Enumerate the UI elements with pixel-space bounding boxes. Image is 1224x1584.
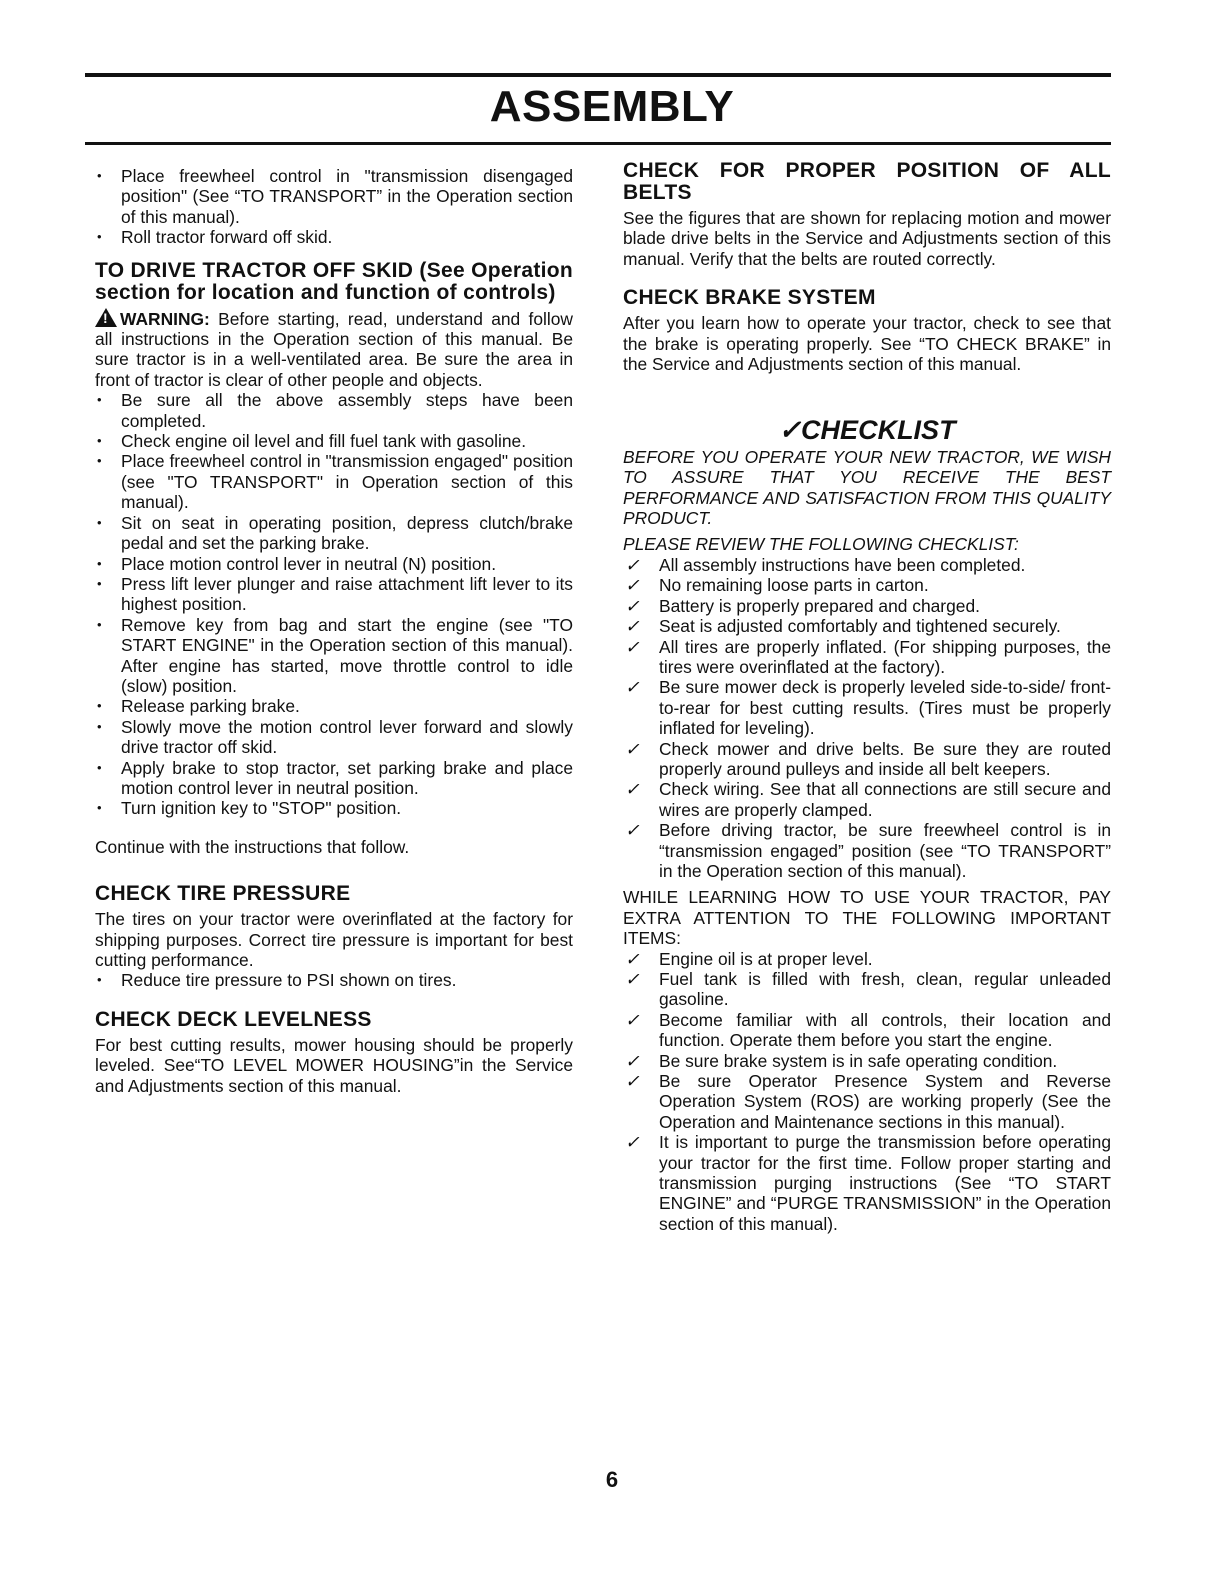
check-mark-icon: ✓ <box>625 636 640 657</box>
item-text: Apply brake to stop tractor, set parking brake and place motion control lever in neutral position. <box>121 757 573 798</box>
belts-text: See the figures that are shown for replacing motion and mower blade drive belts in the Service and Adjustments section of this manual. Verify that the belts are routed correctly. <box>623 208 1111 269</box>
checklist-title: ✓CHECKLIST <box>778 415 956 446</box>
check-mark-icon: ✓ <box>625 616 640 637</box>
checklist-item <box>623 637 1111 678</box>
bullet-item <box>95 431 573 451</box>
check-mark-icon: ✓ <box>625 738 640 759</box>
check-mark-icon: ✓ <box>625 948 640 969</box>
check-mark-icon: ✓ <box>625 595 640 616</box>
checklist-item <box>623 1071 1111 1132</box>
warning-text: Before starting, read, understand and follow all instructions in the Operation section of this manual. Be sure tractor is in a well-ventilated area. Be sure the area in front of tractor is clear of other people and objects. <box>95 308 573 390</box>
tire-heading: CHECK TIRE PRESSURE <box>95 882 351 906</box>
item-text: Seat is adjusted comfortably and tightened securely. <box>659 616 1061 637</box>
checklist-item <box>623 575 1111 595</box>
item-text: Slowly move the motion control lever forward and slowly drive tractor off skid. <box>121 716 573 758</box>
checklist-review: PLEASE REVIEW THE FOLLOWING CHECKLIST: <box>623 534 1019 555</box>
check-mark-icon: ✓ <box>625 969 640 989</box>
check-mark-icon: ✓ <box>625 1009 640 1030</box>
bullet-item <box>95 166 573 227</box>
item-text: Fuel tank is filled with fresh, clean, regular unleaded gasoline. <box>659 969 1111 1010</box>
checklist-item <box>623 969 1111 1010</box>
checklist-intro: BEFORE YOU OPERATE YOUR NEW TRACTOR, WE WISH TO ASSURE THAT YOU RECEIVE THE BEST PERFORMANCE AND SATISFACTION FROM THIS QUALITY PRODUCT. <box>623 446 1111 529</box>
warning-paragraph <box>95 308 573 391</box>
bullet-item <box>95 451 573 512</box>
bullet-item <box>95 390 573 431</box>
checklist-item <box>623 820 1111 881</box>
bullet-item <box>95 227 573 247</box>
checklist-item <box>623 555 1111 575</box>
bullet-item <box>95 554 573 574</box>
deck-text: For best cutting results, mower housing should be properly leveled. See“TO LEVEL MOWER HOUSING”in the Service and Adjustments section of this manual. <box>95 1034 573 1096</box>
check-mark-icon: ✓ <box>625 575 640 596</box>
learning-items <box>623 949 1111 1235</box>
drive-bullets <box>95 390 573 819</box>
checklist-item <box>623 596 1111 616</box>
bullet-item <box>95 798 573 818</box>
bullet-item <box>95 758 573 799</box>
top-rule <box>85 73 1111 77</box>
check-mark-icon: ✓ <box>625 1071 640 1092</box>
item-text: All assembly instructions have been completed. <box>659 554 1026 575</box>
item-text: Remove key from bag and start the engine (see "TO START ENGINE" in the Operation section of this manual). After engine has started, move throttle control to idle (slow) position. <box>121 614 573 696</box>
brake-text: After you learn how to operate your tractor, check to see that the brake is operating properly. See “TO CHECK BRAKE” in the Service and Adjustments section of this manual. <box>623 313 1111 375</box>
checklist-items <box>623 555 1111 882</box>
bullet-item <box>95 574 573 615</box>
belts-heading: CHECK FOR PROPER POSITION OF ALL BELTS <box>623 159 1111 204</box>
item-text: Be sure Operator Presence System and Reverse Operation System (ROS) are working properly (See the Operation and Maintenance sections in this manual). <box>659 1071 1111 1132</box>
checklist-item <box>623 616 1111 636</box>
warning-triangle-icon: ! <box>95 308 117 327</box>
page-title: ASSEMBLY <box>489 82 735 131</box>
item-text: Be sure all the above assembly steps have been completed. <box>121 390 573 431</box>
checklist-item <box>623 949 1111 969</box>
item-text: Press lift lever plunger and raise attachment lift lever to its highest position. <box>121 573 573 615</box>
check-mark-icon: ✓ <box>625 1050 640 1071</box>
item-text: Reduce tire pressure to PSI shown on tires. <box>121 970 457 991</box>
tire-bullets <box>95 970 573 990</box>
warning-label: WARNING: <box>120 308 210 329</box>
bullet-item <box>95 717 573 758</box>
item-text: Sit on seat in operating position, depress clutch/brake pedal and set the parking brake. <box>121 512 573 554</box>
deck-heading: CHECK DECK LEVELNESS <box>95 1007 372 1031</box>
page-number: 6 <box>605 1467 619 1492</box>
item-text: Battery is properly prepared and charged. <box>659 595 980 616</box>
checklist-item <box>623 779 1111 820</box>
item-text: Release parking brake. <box>121 696 300 717</box>
title-rule <box>85 142 1111 145</box>
item-text: Be sure mower deck is properly leveled side-to-side/ front-to-rear for best cutting results. (Tires must be properly inflated for leveling). <box>659 677 1111 739</box>
check-mark-icon: ✓ <box>625 820 640 841</box>
right-column <box>623 160 1111 1234</box>
item-text: Roll tractor forward off skid. <box>121 227 333 248</box>
check-mark-icon: ✓ <box>625 677 640 698</box>
checklist-item <box>623 739 1111 780</box>
tire-text: The tires on your tractor were overinflated at the factory for shipping purposes. Correct tire pressure is important for best cutting performance. <box>95 909 573 970</box>
drive-heading: TO DRIVE TRACTOR OFF SKID (See Operation section for location and function of controls) <box>95 258 573 304</box>
item-text: Place freewheel control in "transmission disengaged position" (See “TO TRANSPORT” in the Operation section of this manual). <box>121 166 573 227</box>
item-text: Check engine oil level and fill fuel tank with gasoline. <box>121 431 527 452</box>
learning-heading: WHILE LEARNING HOW TO USE YOUR TRACTOR, PAY EXTRA ATTENTION TO THE FOLLOWING IMPORTANT ITEMS: <box>623 887 1111 949</box>
item-text: All tires are properly inflated. (For shipping purposes, the tires were overinflated at the factory). <box>659 636 1111 677</box>
checklist-item <box>623 1051 1111 1071</box>
bullet-item <box>95 513 573 554</box>
item-text: It is important to purge the transmission before operating your tractor for the first time. Follow proper starting and transmission purging instructions (See “TO START ENGINE” and “PURGE TRANSMISSION” in the Operation section of this manual). <box>659 1132 1111 1234</box>
item-text: Place freewheel control in "transmission engaged" position (see "TO TRANSPORT" in Operation section of this manual). <box>121 451 573 513</box>
item-text: Turn ignition key to "STOP" position. <box>121 798 402 819</box>
brake-heading: CHECK BRAKE SYSTEM <box>623 286 876 310</box>
item-text: Become familiar with all controls, their location and function. Operate them before you start the engine. <box>659 1009 1111 1051</box>
intro-bullets <box>95 166 573 248</box>
checklist-item <box>623 677 1111 738</box>
item-text: Before driving tractor, be sure freewheel control is in “transmission engaged” position (see “TO TRANSPORT” in the Operation section of this manual). <box>659 820 1111 881</box>
item-text: Check mower and drive belts. Be sure they are routed properly around pulleys and inside all belt keepers. <box>659 738 1111 779</box>
item-text: Be sure brake system is in safe operating condition. <box>659 1050 1058 1071</box>
check-mark-icon: ✓ <box>625 779 640 800</box>
item-text: Check wiring. See that all connections are still secure and wires are properly clamped. <box>659 779 1111 820</box>
check-mark-icon: ✓ <box>625 554 640 575</box>
item-text: Engine oil is at proper level. <box>659 948 873 969</box>
checklist-item <box>623 1132 1111 1234</box>
check-mark-icon: ✓ <box>625 1132 640 1153</box>
bullet-item <box>95 615 573 697</box>
bullet-item <box>95 696 573 716</box>
left-column <box>95 166 573 1096</box>
item-text: Place motion control lever in neutral (N) position. <box>121 553 497 574</box>
item-text: No remaining loose parts in carton. <box>659 575 929 596</box>
continue-text: Continue with the instructions that follow. <box>95 836 410 857</box>
checklist-item <box>623 1010 1111 1051</box>
bullet-item <box>95 970 573 990</box>
